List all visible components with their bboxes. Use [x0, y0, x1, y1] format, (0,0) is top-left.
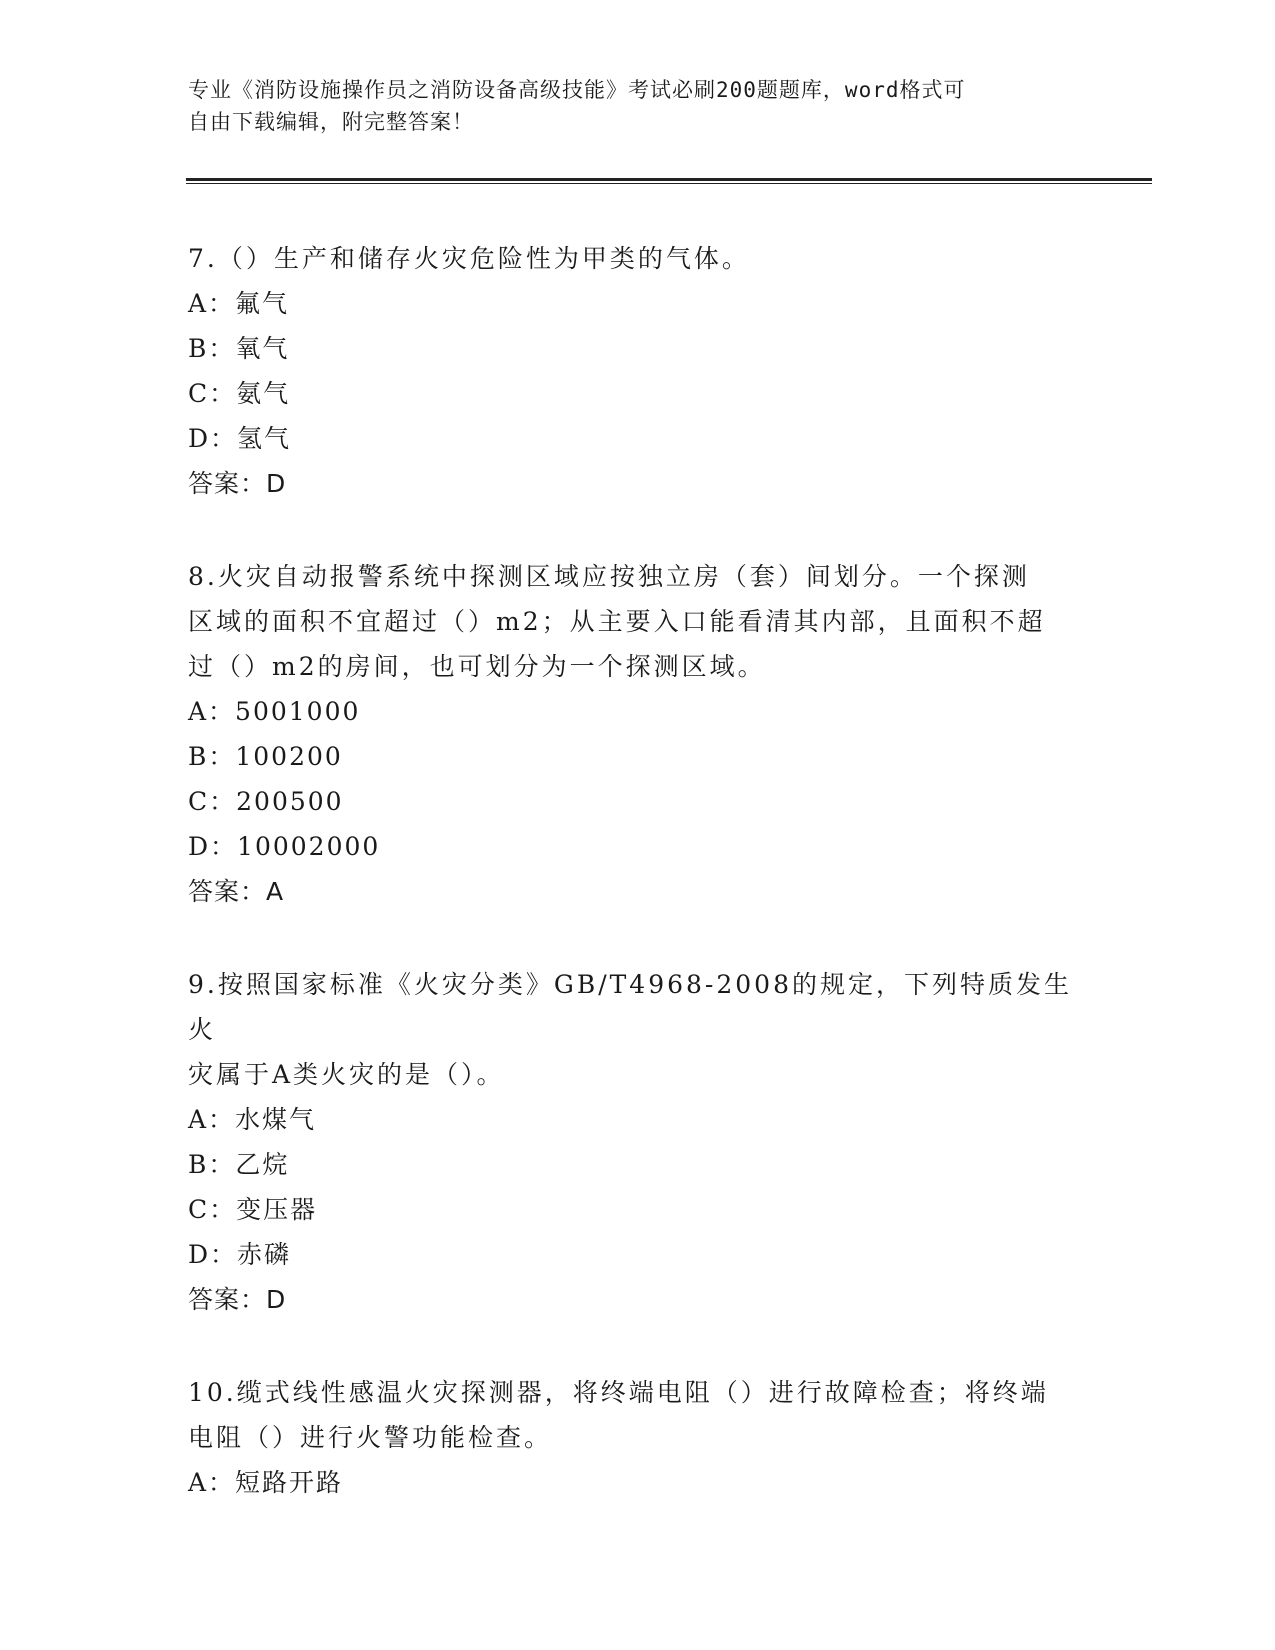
- header-divider-thick: [186, 178, 1152, 181]
- answer-key: 答案：D: [188, 1285, 287, 1314]
- answer-option: D：赤磷: [188, 1240, 292, 1269]
- question-stem-line: 10.缆式线性感温火灾探测器，将终端电阻（）进行故障检查；将终端: [188, 1378, 1049, 1407]
- question-stem-line: 电阻（）进行火警功能检查。: [188, 1423, 553, 1452]
- question-stem-line: 过（）m2的房间，也可划分为一个探测区域。: [188, 652, 766, 681]
- answer-option: A：氟气: [188, 289, 290, 318]
- answer-option: B：氧气: [188, 334, 290, 363]
- answer-option: C：200500: [188, 787, 344, 816]
- question-list: [188, 236, 1088, 1553]
- header-line-1: 专业《消防设施操作员之消防设备高级技能》考试必刷200题题库，word格式可: [188, 78, 966, 102]
- answer-option: C：氨气: [188, 379, 291, 408]
- answer-option: A：水煤气: [188, 1105, 317, 1134]
- answer-option: A：5001000: [188, 697, 361, 726]
- answer-option: D：氢气: [188, 424, 292, 453]
- question-stem-line: 灾属于A类火灾的是（）。: [188, 1060, 505, 1089]
- question-block: [188, 236, 1088, 506]
- question-block: [188, 962, 1088, 1322]
- question-stem-line: 8.火灾自动报警系统中探测区域应按独立房（套）间划分。一个探测: [188, 562, 1030, 591]
- question-block: [188, 1370, 1088, 1505]
- answer-option: B：乙烷: [188, 1150, 290, 1179]
- question-stem-line: 7.（）生产和储存火灾危险性为甲类的气体。: [188, 244, 750, 273]
- header-line-2: 自由下载编辑，附完整答案！: [188, 110, 474, 134]
- answer-key: 答案：A: [188, 877, 285, 906]
- answer-option: B：100200: [188, 742, 343, 771]
- question-block: [188, 554, 1088, 914]
- document-header: [188, 74, 1088, 138]
- answer-option: D：10002000: [188, 832, 381, 861]
- answer-option: A：短路开路: [188, 1468, 344, 1497]
- question-stem-line: 区域的面积不宜超过（）m2；从主要入口能看清其内部，且面积不超: [188, 607, 1046, 636]
- answer-key: 答案：D: [188, 469, 287, 498]
- question-stem-line: 9.按照国家标准《火灾分类》GB/T4968-2008的规定，下列特质发生火: [188, 970, 1072, 1044]
- header-divider-thin: [186, 183, 1152, 184]
- answer-option: C：变压器: [188, 1195, 318, 1224]
